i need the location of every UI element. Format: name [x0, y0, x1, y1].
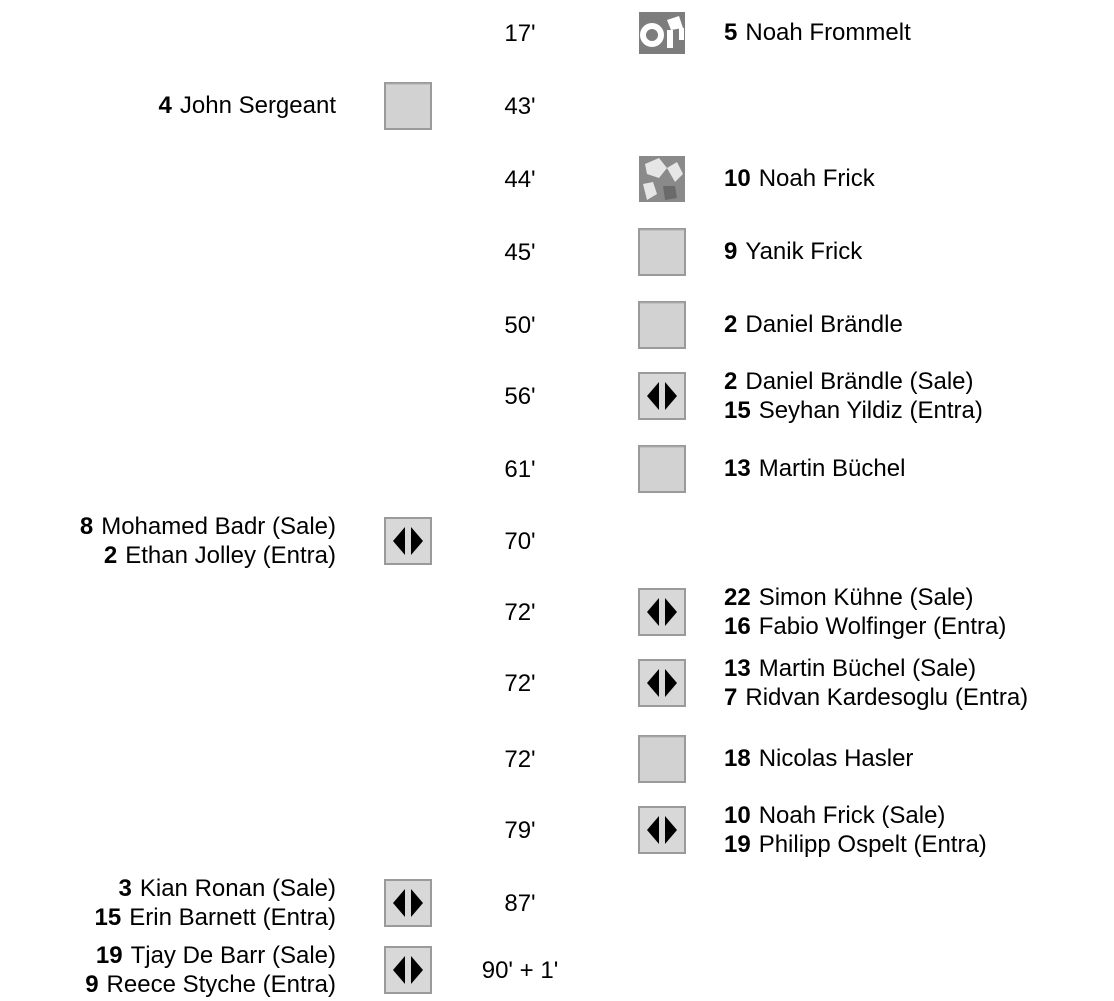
player-number: 13: [724, 455, 751, 482]
player-number: 8: [79, 513, 94, 540]
player-name[interactable]: Nicolas Hasler: [758, 745, 914, 772]
event-minute: 43': [504, 93, 536, 120]
home-event-text: [95, 874, 336, 932]
player-number: 15: [724, 397, 751, 424]
sub-in-label: (Entra): [913, 831, 987, 858]
card-icon: [383, 81, 433, 131]
sub-out-label: (Sale): [909, 584, 974, 611]
substitution-icon: [637, 658, 687, 708]
sub-in-label: (Entra): [909, 397, 983, 424]
goal-ball-icon: [637, 154, 687, 204]
away-sub-out-line: [724, 367, 983, 396]
event-minute: 45': [504, 239, 536, 266]
player-number: 9: [85, 971, 99, 998]
away-player-line: [724, 237, 862, 266]
away-player-line: [724, 310, 903, 339]
player-name[interactable]: Noah Frommelt: [745, 19, 911, 46]
card-icon: [637, 444, 687, 494]
player-number: 18: [724, 745, 751, 772]
player-name[interactable]: Daniel Brändle: [745, 368, 903, 395]
sub-out-label: (Sale): [881, 802, 946, 829]
event-minute: 50': [504, 312, 536, 339]
player-number: 15: [94, 904, 122, 931]
home-sub-out-line: [80, 512, 336, 541]
card-icon: [637, 227, 687, 277]
event-minute: 61': [504, 456, 536, 483]
sub-in-label: (Entra): [954, 684, 1029, 711]
sub-out-label: (Sale): [271, 942, 336, 969]
home-player-line: [159, 91, 336, 120]
player-number: 10: [724, 165, 751, 192]
event-minute: 79': [504, 817, 536, 844]
sub-out-label: (Sale): [271, 875, 336, 902]
home-sub-in-line: [85, 970, 336, 999]
player-number: 19: [724, 831, 751, 858]
away-sub-in-line: [724, 612, 1006, 641]
player-name[interactable]: Noah Frick: [758, 165, 875, 192]
player-name[interactable]: Kian Ronan: [139, 875, 266, 902]
away-sub-in-line: [724, 683, 1028, 712]
player-name[interactable]: Simon Kühne: [758, 584, 903, 611]
sub-in-label: (Entra): [262, 904, 336, 931]
away-event-text: [724, 164, 875, 193]
sub-in-label: (Entra): [262, 542, 336, 569]
away-event-text: [724, 801, 987, 859]
player-name[interactable]: Ridvan Kardesoglu: [745, 684, 949, 711]
player-number: 2: [724, 368, 738, 395]
player-name[interactable]: Fabio Wolfinger: [758, 613, 927, 640]
player-number: 19: [95, 942, 123, 969]
player-name[interactable]: Mohamed Badr: [101, 513, 266, 540]
away-event-text: [724, 18, 911, 47]
player-number: 2: [103, 542, 118, 569]
away-event-text: [724, 744, 913, 773]
away-sub-out-line: [724, 654, 1028, 683]
event-minute: 70': [504, 528, 536, 555]
substitution-icon: [637, 587, 687, 637]
card-icon: [637, 734, 687, 784]
player-name[interactable]: Martin Büchel: [758, 655, 906, 682]
event-minute: 72': [504, 670, 536, 697]
sub-out-label: (Sale): [909, 368, 974, 395]
sub-out-label: (Sale): [912, 655, 977, 682]
away-sub-out-line: [724, 583, 1006, 612]
home-event-text: [159, 91, 336, 120]
event-minute: 72': [504, 746, 536, 773]
away-event-text: [724, 310, 903, 339]
substitution-icon: [637, 805, 687, 855]
player-name[interactable]: Seyhan Yildiz: [758, 397, 903, 424]
own-goal-icon: [637, 8, 687, 58]
home-event-text: [80, 512, 336, 570]
away-player-line: [724, 454, 905, 483]
event-minute: 87': [504, 890, 536, 917]
player-number: 4: [158, 92, 172, 119]
player-name[interactable]: Noah Frick: [758, 802, 875, 829]
player-number: 22: [724, 584, 751, 611]
player-name[interactable]: Daniel Brändle: [745, 311, 903, 338]
player-name[interactable]: Reece Styche: [106, 971, 256, 998]
home-sub-in-line: [95, 903, 336, 932]
away-player-line: [724, 744, 913, 773]
sub-in-label: (Entra): [262, 971, 336, 998]
player-name[interactable]: John Sergeant: [179, 92, 336, 119]
away-player-line: [724, 164, 875, 193]
player-name[interactable]: Yanik Frick: [745, 238, 863, 265]
player-name[interactable]: Tjay De Barr: [130, 942, 266, 969]
away-event-text: [724, 454, 905, 483]
home-sub-out-line: [85, 941, 336, 970]
substitution-icon: [637, 371, 687, 421]
player-name[interactable]: Martin Büchel: [758, 455, 906, 482]
event-minute: 44': [504, 166, 536, 193]
substitution-icon: [383, 878, 433, 928]
away-sub-in-line: [724, 396, 983, 425]
away-event-text: [724, 583, 1006, 641]
away-player-line: [724, 18, 911, 47]
away-event-text: [724, 367, 983, 425]
away-event-text: [724, 237, 862, 266]
player-number: 16: [724, 613, 751, 640]
player-name[interactable]: Philipp Ospelt: [758, 831, 907, 858]
away-event-text: [724, 654, 1028, 712]
home-sub-in-line: [80, 541, 336, 570]
player-number: 13: [724, 655, 751, 682]
event-minute: 17': [504, 20, 536, 47]
player-number: 5: [724, 19, 738, 46]
event-minute: 56': [504, 383, 536, 410]
player-name[interactable]: Erin Barnett: [129, 904, 256, 931]
away-sub-out-line: [724, 801, 987, 830]
home-event-text: [85, 941, 336, 999]
card-icon: [637, 300, 687, 350]
player-number: 9: [724, 238, 738, 265]
player-number: 7: [724, 684, 738, 711]
substitution-icon: [383, 516, 433, 566]
player-number: 3: [118, 875, 132, 902]
event-minute: 72': [504, 599, 536, 626]
home-sub-out-line: [95, 874, 336, 903]
player-number: 10: [724, 802, 751, 829]
sub-out-label: (Sale): [271, 513, 336, 540]
substitution-icon: [383, 945, 433, 995]
player-number: 2: [724, 311, 738, 338]
event-minute: 90' + 1': [481, 957, 559, 984]
away-sub-in-line: [724, 830, 987, 859]
player-name[interactable]: Ethan Jolley: [125, 542, 256, 569]
sub-in-label: (Entra): [933, 613, 1007, 640]
